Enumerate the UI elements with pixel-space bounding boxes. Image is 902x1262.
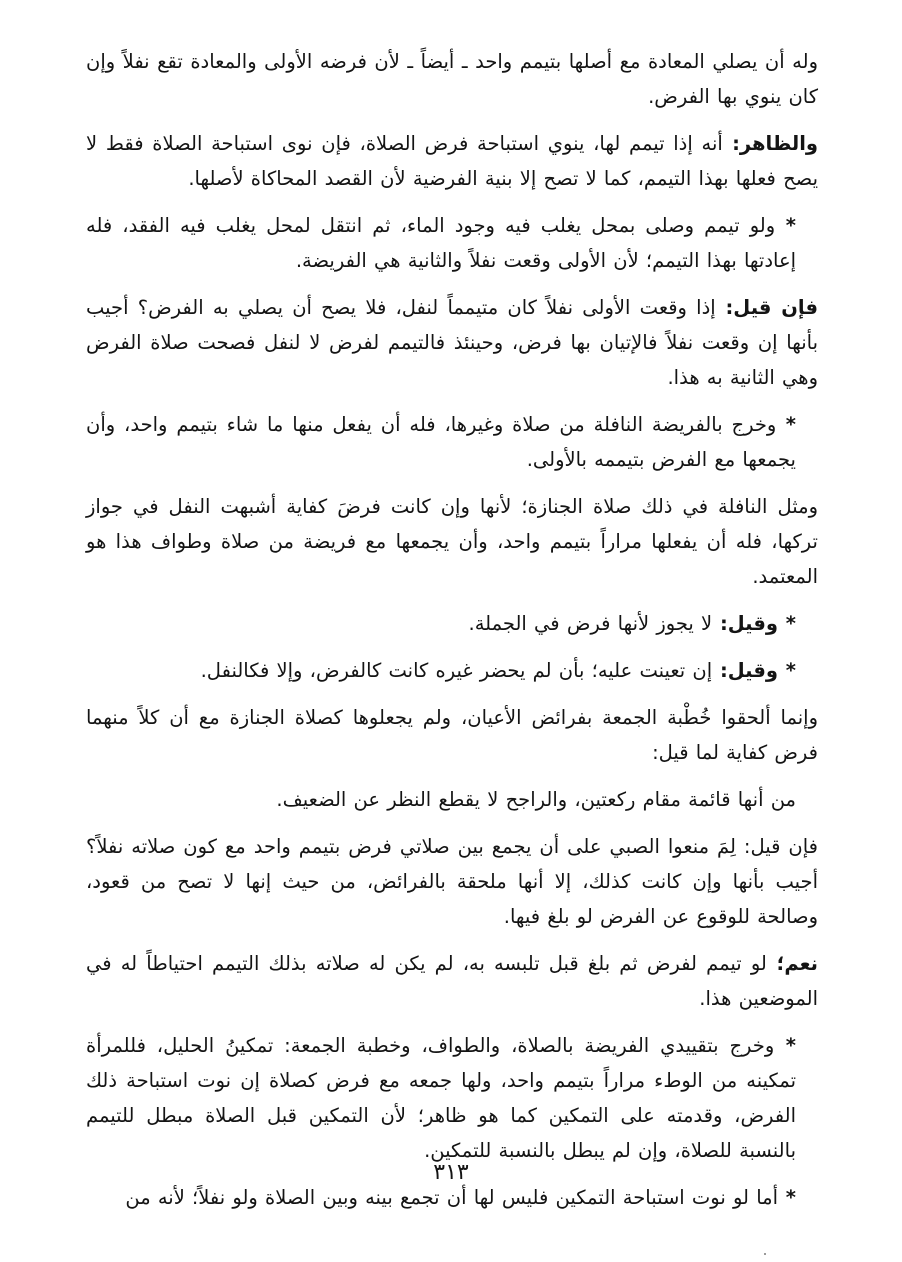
paragraph-5: [86, 407, 818, 477]
paragraph-13-lead: *: [774, 1034, 796, 1057]
paragraph-2-text: أنه إذا تيمم لها، ينوي استباحة فرض الصلاة، فإن نوى استباحة الصلاة فقط لا يصح فعلها بهذا التيمم، كما لا تصح إلا بنية الفرضية لأن القصد المحاكاة لأصلها.: [86, 132, 818, 190]
paragraph-12-lead: نعم؛: [766, 952, 818, 975]
paragraph-14-lead: *: [778, 1186, 796, 1209]
paragraph-10: [86, 782, 818, 817]
paragraph-9-text: وإنما ألحقوا خُطْبة الجمعة بفرائض الأعيان، ولم يجعلوها كصلاة الجنازة مع أن كلاً منهما فرض كفاية لما قيل:: [86, 706, 818, 764]
paragraph-3-text: ولو تيمم وصلى بمحل يغلب فيه وجود الماء، ثم انتقل لمحل يغلب فيه الفقد، فله إعادتها بهذا التيمم؛ لأن الأولى وقعت نفلاً والثانية هي الفريضة.: [86, 214, 796, 272]
page-body: [86, 44, 818, 1227]
paragraph-3-lead: *: [775, 214, 796, 237]
paragraph-12: [86, 946, 818, 1016]
page-number: ٣١٣: [433, 1160, 469, 1185]
paragraph-5-text: وخرج بالفريضة النافلة من صلاة وغيرها، فله أن يفعل منها ما شاء بتيمم واحد، وأن يجمعها مع الفرض بتيممه بالأولى.: [86, 413, 796, 471]
paragraph-9: [86, 700, 818, 770]
paragraph-4: [86, 290, 818, 395]
scan-speck: [764, 1253, 766, 1255]
paragraph-7-lead: * وقيل:: [712, 612, 796, 635]
paragraph-14: [86, 1180, 818, 1215]
paragraph-12-text: لو تيمم لفرض ثم بلغ قبل تلبسه به، لم يكن له صلاته بذلك التيمم احتياطاً له في الموضعين هذا.: [86, 952, 818, 1010]
paragraph-4-text: إذا وقعت الأولى نفلاً كان متيمماً لنفل، فلا يصح أن يصلي به الفرض؟ أجيب بأنها إن وقعت نفلاً فالإتيان بها فرض، وحينئذ فالتيمم لفرض لا لنفل فصحت صلاة الفرض وهي الثانية به هذا.: [86, 296, 818, 389]
paragraph-10-text: من أنها قائمة مقام ركعتين، والراجح لا يقطع النظر عن الضعيف.: [276, 788, 796, 811]
paragraph-11: [86, 829, 818, 934]
paragraph-14-text: أما لو نوت استباحة التمكين فليس لها أن تجمع بينه وبين الصلاة ولو نفلاً؛ لأنه من: [125, 1186, 778, 1209]
paragraph-13-text: وخرج بتقييدي الفريضة بالصلاة، والطواف، وخطبة الجمعة: تمكينُ الحليل، فللمرأة تمكينه من الوطء مراراً بتيمم واحد، ولها جمعه مع فرض كصلاة إن نوت استباحة ذلك الفرض، وقدمته على التمكين كما هو ظاهر؛ لأن التمكين قبل الصلاة مبطل للتيمم بالنسبة للصلاة، وإن لم يبطل بالنسبة للتمكين.: [86, 1034, 796, 1162]
paragraph-8-text: إن تعينت عليه؛ بأن لم يحضر غيره كانت كالفرض، وإلا فكالنفل.: [200, 659, 713, 682]
paragraph-2: [86, 126, 818, 196]
paragraph-3: [86, 208, 818, 278]
paragraph-4-lead: فإن قيل:: [715, 296, 818, 319]
paragraph-7-text: لا يجوز لأنها فرض في الجملة.: [468, 612, 713, 635]
paragraph-8: [86, 653, 818, 688]
paragraph-1: [86, 44, 818, 114]
paragraph-7: [86, 606, 818, 641]
paragraph-5-lead: *: [776, 413, 796, 436]
paragraph-13: [86, 1028, 818, 1168]
paragraph-1-text: وله أن يصلي المعادة مع أصلها بتيمم واحد ـ أيضاً ـ لأن فرضه الأولى والمعادة تقع نفلاً وإن كان ينوي بها الفرض.: [86, 50, 818, 108]
paragraph-2-lead: والظاهر:: [722, 132, 818, 155]
paragraph-8-lead: * وقيل:: [712, 659, 796, 682]
paragraph-6: [86, 489, 818, 594]
paragraph-11-text: فإن قيل: لِمَ منعوا الصبي على أن يجمع بين صلاتي فرض بتيمم واحد مع كون صلاته نفلاً؟ أجيب بأنها وإن كانت كذلك، إلا أنها ملحقة بالفرائض، من حيث إنها لا تصح من قعود، وصالحة للوقوع عن الفرض لو بلغ فيها.: [86, 835, 818, 928]
paragraph-6-text: ومثل النافلة في ذلك صلاة الجنازة؛ لأنها وإن كانت فرضَ كفاية أشبهت النفل في جواز تركها، فله أن يفعلها مراراً بتيمم واحد، وأن يجمعها مع فريضة من صلاة وطواف هذا هو المعتمد.: [86, 495, 818, 588]
